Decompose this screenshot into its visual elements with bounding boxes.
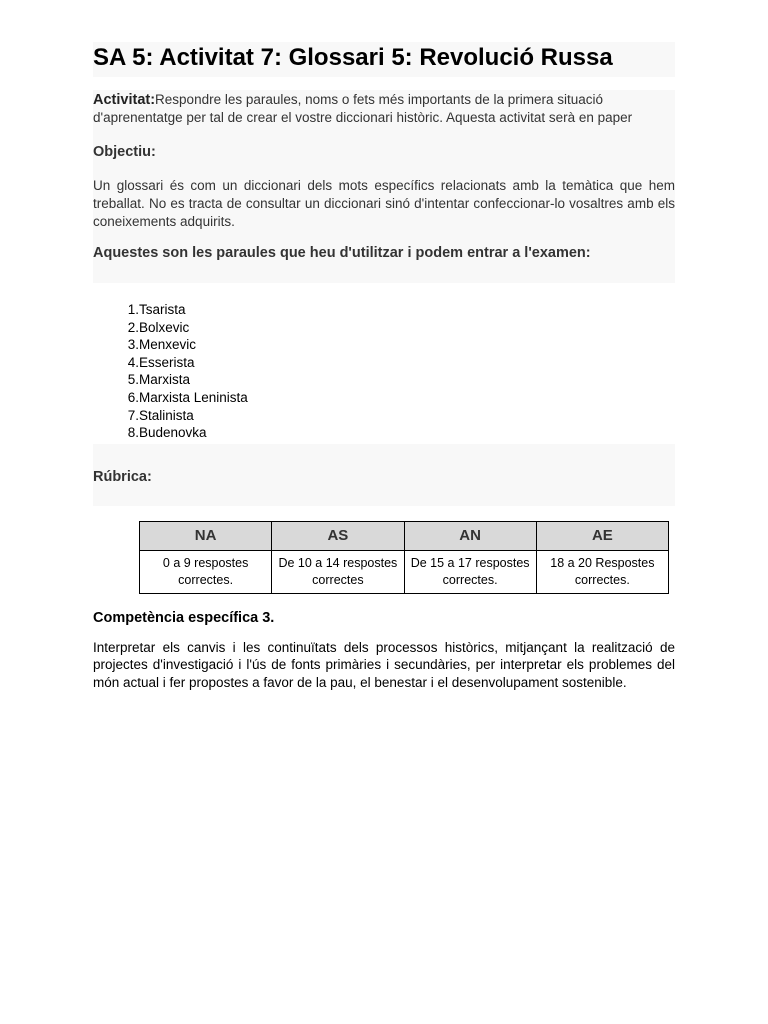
list-item-text: Budenovka [139, 425, 207, 441]
rubrica-heading: Rúbrica: [93, 468, 152, 485]
rubric-cell-an: De 15 a 17 respostes correctes. [404, 550, 536, 593]
list-item-number: 3. [127, 337, 139, 353]
rubric-cell-ae: 18 a 20 Respostes correctes. [536, 550, 668, 593]
list-item-text: Menxevic [139, 337, 197, 353]
competencia-heading: Competència específica 3. [93, 609, 275, 626]
document-page [93, 42, 675, 692]
list-item-text: Bolxevic [139, 319, 190, 335]
paraules-heading: Aquestes son les paraules que heu d'utilitzar i podem entrar a l'examen: [93, 245, 591, 261]
list-item [93, 424, 675, 442]
title-block [93, 42, 675, 77]
list-item-text: Stalinista [139, 407, 194, 423]
rubric-header-row [140, 521, 669, 550]
list-item-number: 6. [127, 389, 139, 405]
list-item-number: 7. [127, 407, 139, 423]
list-item [93, 336, 675, 354]
objectiu-text: Un glossari és com un diccionari dels mots específics relacionats amb la temàtica que hem treballat. No es tracta de consultar un diccionari sinó d'intentar confeccionar-lo vosaltres amb els coneixements adquirits. [93, 178, 675, 229]
list-item-number: 2. [127, 319, 139, 335]
rubric-row [140, 550, 669, 593]
objectiu-heading: Objectiu: [93, 144, 156, 160]
activitat-label: Activitat: [93, 92, 156, 108]
list-item-number: 4. [127, 354, 139, 370]
list-item-text: Tsarista [139, 302, 186, 317]
list-item [93, 301, 675, 319]
list-item [93, 407, 675, 425]
rubric-header-na: NA [140, 521, 272, 550]
rubric-table [139, 521, 669, 594]
activitat-paragraph [93, 90, 675, 127]
list-item [93, 371, 675, 389]
word-list [93, 301, 675, 442]
rubric-header-as: AS [272, 521, 404, 550]
activitat-text: Respondre les paraules, noms o fets més importants de la primera situació d'aprenentatge per tal de crear el vostre diccionari històric. Aquesta activitat serà en paper [93, 92, 633, 125]
rubrica-block [93, 444, 675, 506]
list-item [93, 389, 675, 407]
rubric-cell-na: 0 a 9 respostes correctes. [140, 550, 272, 593]
list-item [93, 319, 675, 337]
rubric-header-ae: AE [536, 521, 668, 550]
rubric-header-an: AN [404, 521, 536, 550]
intro-block [93, 90, 675, 283]
list-item [93, 354, 675, 372]
list-item-number: 1. [127, 302, 139, 317]
page-title: SA 5: Activitat 7: Glossari 5: Revolució Russa [93, 44, 613, 71]
list-item-text: Marxista Leninista [139, 389, 248, 405]
list-item-text: Marxista [139, 372, 191, 388]
list-item-number: 5. [127, 372, 139, 388]
list-item-number: 8. [127, 425, 139, 441]
competencia-text: Interpretar els canvis i les continuïtats dels processos històrics, mitjançant la realització de projectes d'investigació i l'ús de fonts primàries i secundàries, per interpretar els problemes del món actual i fer propostes a favor de la pau, el benestar i el desenvolupament sostenible. [93, 639, 675, 690]
list-item-text: Esserista [139, 354, 195, 370]
rubric-cell-as: De 10 a 14 respostes correctes [272, 550, 404, 593]
